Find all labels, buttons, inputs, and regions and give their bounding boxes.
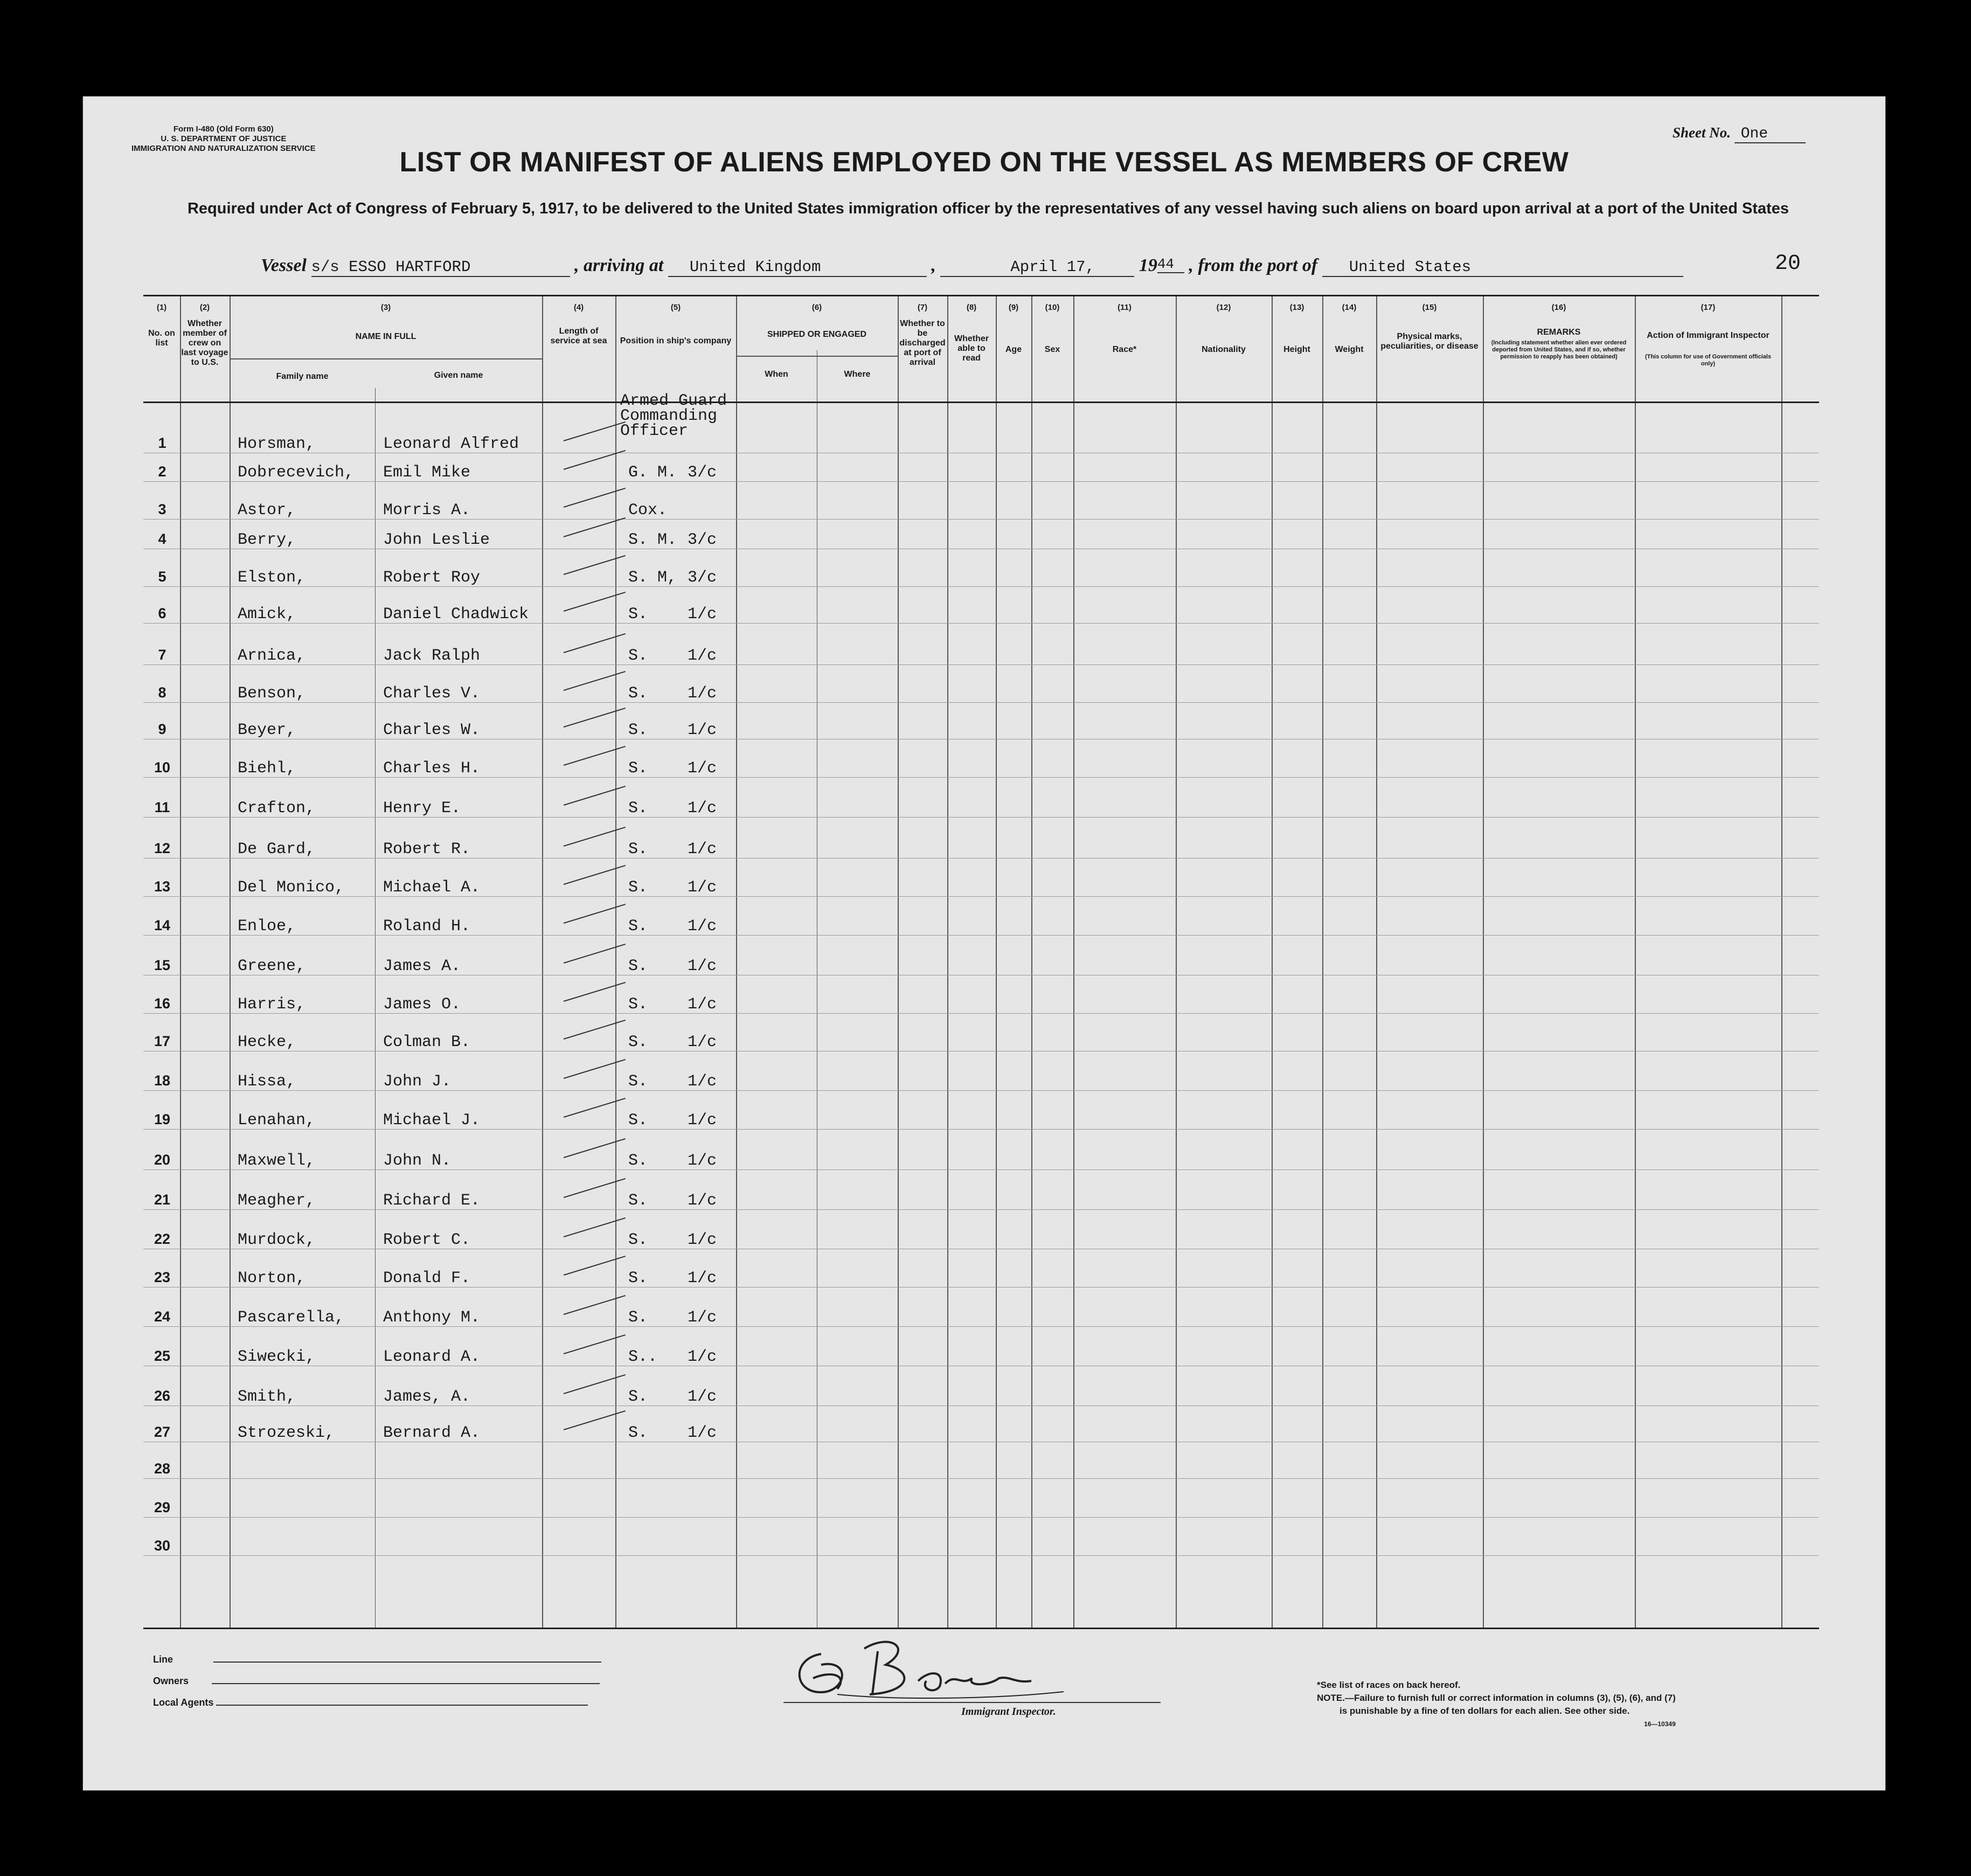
family-name: Elston, <box>238 569 306 587</box>
rank: 1/c <box>688 1348 717 1366</box>
family-name: Biehl, <box>238 759 296 778</box>
col-given-name: Given name <box>434 371 483 380</box>
position: S. <box>628 1424 648 1442</box>
col-when: When <box>765 370 788 379</box>
col-family-name: Family name <box>276 372 329 381</box>
remarks-note: (Including statement whether alien ever ordered deported from United States, and if so, whether permission to reapply has been obtained) <box>1491 340 1627 360</box>
rank: 1/c <box>688 1231 717 1249</box>
position: Officer <box>620 422 689 440</box>
row-number: 24 <box>154 1309 171 1325</box>
row-number: 3 <box>158 501 166 517</box>
col-no-on-list: No. on list <box>148 329 175 348</box>
manifest-sheet <box>83 96 1885 1790</box>
arrival-date: April 17, <box>940 258 1134 277</box>
family-name: Dobrecevich, <box>238 463 355 482</box>
from-port: United States <box>1322 258 1683 277</box>
family-name: Lenahan, <box>238 1111 316 1130</box>
rank: 1/c <box>688 799 717 818</box>
rank: 1/c <box>688 957 717 975</box>
vessel-name: s/s ESSO HARTFORD <box>311 258 570 277</box>
position: S. <box>628 1033 648 1051</box>
family-name: Enloe, <box>238 917 296 936</box>
row-number: 21 <box>154 1192 171 1208</box>
col-discharged: Whether to be discharged at port of arrival <box>899 319 946 367</box>
given-name: Colman B. <box>383 1033 471 1051</box>
position: S. <box>628 1269 648 1287</box>
position: S. <box>628 605 648 624</box>
rank: 3/c <box>688 569 717 587</box>
col-position: Position in ship's company <box>620 336 732 345</box>
family-name: Berry, <box>238 531 296 549</box>
col-remarks: REMARKS <box>1537 328 1581 337</box>
family-name: Strozeski, <box>238 1424 335 1442</box>
row-number: 19 <box>154 1111 171 1127</box>
rank: 1/c <box>688 1152 717 1170</box>
given-name: Donald F. <box>383 1269 471 1287</box>
rank: 1/c <box>688 647 717 665</box>
given-name: Daniel Chadwick <box>383 605 529 624</box>
row-number: 15 <box>154 957 171 973</box>
position: S. <box>628 917 648 936</box>
family-name: Meagher, <box>238 1192 316 1210</box>
rank: 1/c <box>688 759 717 778</box>
given-name: Jack Ralph <box>383 647 481 665</box>
rank: 3/c <box>688 463 717 482</box>
row-number: 11 <box>154 799 170 815</box>
rank: 1/c <box>688 684 717 703</box>
family-name: Astor, <box>238 501 296 520</box>
position: S.. <box>628 1348 658 1366</box>
given-name: James A. <box>383 957 461 975</box>
family-name: De Gard, <box>238 840 316 859</box>
row-number: 18 <box>154 1072 171 1089</box>
given-name: Robert Roy <box>383 569 481 587</box>
position: S. <box>628 1231 648 1249</box>
given-name: John Leslie <box>383 531 490 549</box>
line-field: Line <box>153 1654 601 1665</box>
col-physical-marks: Physical marks, peculiarities, or disease <box>1380 332 1479 351</box>
rank: 1/c <box>688 1033 717 1051</box>
rank: 1/c <box>688 605 717 624</box>
row-number: 7 <box>158 647 166 663</box>
department-name: U. S. DEPARTMENT OF JUSTICE <box>161 134 287 143</box>
col-length-service: Length of service at sea <box>550 327 607 345</box>
inspector-label: Immigrant Inspector. <box>961 1706 1056 1718</box>
row-number: 17 <box>154 1033 171 1049</box>
given-name: James, A. <box>383 1388 471 1406</box>
given-name: John J. <box>383 1072 452 1091</box>
position: S. <box>628 878 648 897</box>
given-name: Morris A. <box>383 501 471 520</box>
arriving-at: United Kingdom <box>668 258 927 277</box>
col-prior-voyage: Whether member of crew on last voyage to U.S. <box>181 319 228 367</box>
family-name: Hissa, <box>238 1072 296 1091</box>
given-name: Bernard A. <box>383 1424 481 1442</box>
crew-table: (1) (2) (3) (4) (5) (6) (7) (8) (9) (10) (11) (12) (13) (14) (15) (16) (17) No. on list Whether member of crew on last voyage to U.S. NAME IN FULL Family name Given name Length of service at sea Position in ship's company SHIPPED OR ENGAGED When Where Whether to be discharged at port of arrival Whether able to read Age Sex Race* Nationality Height Weight Physical marks, peculiarities, or disease REMARKS (Including statement whether alien ever ordered deported from United States, and if so, whether permission to reapply has been obtained) Action of Immigrant Inspector (This column for use of Government officials only) 1 Horsman, Leonard Alfred Armed Guard Commanding Officer 2 Dobrecevich, Emil Mike G. M. 3/c 3 Astor, Morris A. Cox. 4 Berry, John Leslie S. M. 3/c 5 Elston, Robert Roy S. M, 3/c 6 Amick, Daniel Chadwick S. 1/c 7 Arnica, Jack Ralph S. 1/c 8 Benson, Charles V. S. 1/c 9 Beyer, Charles W. S. 1/c 10 Biehl, Charles H. S. 1/c 11 Crafton, Henry E. S. 1/c 12 De Gard, Robert R. S. 1/c 13 Del Monico, Michael A. S. 1/c 14 Enloe, Roland H. S. 1/c 15 Greene, James A. S. 1/c 16 Harris, James O. S. 1/c 17 Hecke, Colman B. S. 1/c 18 Hissa, John J. S. 1/c 19 Lenahan, Michael J. S. 1/c 20 Maxwell, John N. S. 1/c 21 Meagher, Richard E. S. 1/c 22 Murdock, Robert C. S. 1/c 23 Norton, Donald F. S. 1/c 24 Pascarella, Anthony M. S. 1/c 25 Siwecki, Leonard A. S.. 1/c 26 Smith, James, A. S. 1/c 27 Strozeski, Bernard A. S. 1/c 28 29 30 <box>143 295 1819 1629</box>
vessel-line: Vessel s/s ESSO HARTFORD , arriving at United Kingdom , April 17, 1944 , from the port of United States <box>261 255 1683 277</box>
row-number: 9 <box>158 721 166 737</box>
document-subtitle: Required under Act of Congress of February 5, 1917, to be delivered to the United States immigration officer by the representatives of any vessel having such aliens on board upon arrival at a port of the United States <box>187 200 1789 217</box>
position: Armed Guard <box>620 392 727 410</box>
rank: 1/c <box>688 1072 717 1091</box>
rank: 3/c <box>688 531 717 549</box>
family-name: Benson, <box>238 684 306 703</box>
row-number: 12 <box>154 840 171 856</box>
given-name: Anthony M. <box>383 1309 481 1327</box>
family-name: Hecke, <box>238 1033 296 1051</box>
row-number: 27 <box>154 1424 171 1440</box>
family-name: Murdock, <box>238 1231 316 1249</box>
given-name: Emil Mike <box>383 463 471 482</box>
row-number: 26 <box>154 1388 171 1404</box>
given-name: Roland H. <box>383 917 471 936</box>
row-number: 16 <box>154 995 171 1012</box>
given-name: Richard E. <box>383 1192 481 1210</box>
row-number: 25 <box>154 1348 171 1364</box>
sheet-number-value: One <box>1734 126 1806 143</box>
given-name: Charles H. <box>383 759 481 778</box>
rank: 1/c <box>688 840 717 859</box>
given-name: Henry E. <box>383 799 461 818</box>
position: S. <box>628 957 648 975</box>
position: G. M. <box>628 463 677 482</box>
rank: 1/c <box>688 1192 717 1210</box>
family-name: Greene, <box>238 957 306 975</box>
position: S. <box>628 759 648 778</box>
row-number: 13 <box>154 878 171 895</box>
given-name: Leonard A. <box>383 1348 481 1366</box>
col-height: Height <box>1283 345 1310 354</box>
given-name: Charles W. <box>383 721 481 739</box>
rank: 1/c <box>688 878 717 897</box>
row-number: 10 <box>154 759 171 776</box>
position: S. <box>628 1111 648 1130</box>
given-name: Charles V. <box>383 684 481 703</box>
document-title: LIST OR MANIFEST OF ALIENS EMPLOYED ON THE VESSEL AS MEMBERS OF CREW <box>399 147 1569 178</box>
col-age: Age <box>1005 345 1022 354</box>
position: S. <box>628 647 648 665</box>
given-name: Michael J. <box>383 1111 481 1130</box>
row-number: 1 <box>158 435 166 451</box>
position: Cox. <box>628 501 668 520</box>
family-name: Pascarella, <box>238 1309 345 1327</box>
position: Commanding <box>620 407 718 425</box>
family-name: Amick, <box>238 605 296 624</box>
row-number: 14 <box>154 917 171 933</box>
rank: 1/c <box>688 1269 717 1287</box>
family-name: Horsman, <box>238 435 316 453</box>
row-number: 8 <box>158 684 166 701</box>
family-name: Crafton, <box>238 799 316 818</box>
position: S. <box>628 840 648 859</box>
row-number: 30 <box>154 1538 171 1554</box>
col-shipped-engaged: SHIPPED OR ENGAGED <box>767 330 867 339</box>
position: S. <box>628 1192 648 1210</box>
given-name: Michael A. <box>383 878 481 897</box>
position: S. <box>628 799 648 818</box>
inspector-signature <box>783 1627 1161 1713</box>
col-name-in-full: NAME IN FULL <box>355 332 417 341</box>
rank: 1/c <box>688 1111 717 1130</box>
given-name: Robert C. <box>383 1231 471 1249</box>
rank: 1/c <box>688 995 717 1014</box>
row-number: 20 <box>154 1152 171 1168</box>
footnote: *See list of races on back hereof. NOTE.—Failure to furnish full or correct information in columns (3), (5), (6), and (7) is punishable by a fine of ten dollars for each alien. See other side. 16—10349 <box>1317 1680 1676 1728</box>
family-name: Beyer, <box>238 721 296 739</box>
page-number: 20 <box>1775 252 1801 276</box>
sheet-number: Sheet No. One <box>1672 124 1806 143</box>
position: S. <box>628 1309 648 1327</box>
given-name: Robert R. <box>383 840 471 859</box>
local-agents-field: Local Agents <box>153 1697 588 1708</box>
position: S. <box>628 1152 648 1170</box>
row-number: 4 <box>158 531 166 547</box>
row-number: 23 <box>154 1269 171 1285</box>
family-name: Maxwell, <box>238 1152 316 1170</box>
position: S. <box>628 995 648 1014</box>
col-weight: Weight <box>1335 345 1364 354</box>
family-name: Norton, <box>238 1269 306 1287</box>
rank: 1/c <box>688 917 717 936</box>
col-action-inspector: Action of Immigrant Inspector <box>1647 331 1769 340</box>
position: S. <box>628 684 648 703</box>
family-name: Siwecki, <box>238 1348 316 1366</box>
col-sex: Sex <box>1044 345 1060 354</box>
row-number: 28 <box>154 1460 171 1477</box>
family-name: Del Monico, <box>238 878 345 897</box>
given-name: Leonard Alfred <box>383 435 519 453</box>
given-name: John N. <box>383 1152 452 1170</box>
row-number: 22 <box>154 1231 171 1247</box>
position: S. M. <box>628 531 677 549</box>
position: S. <box>628 1388 648 1406</box>
row-number: 6 <box>158 605 166 621</box>
col-where: Where <box>844 370 871 379</box>
service-name: IMMIGRATION AND NATURALIZATION SERVICE <box>131 144 316 153</box>
rank: 1/c <box>688 721 717 739</box>
position: S. M, <box>628 569 677 587</box>
col-nationality: Nationality <box>1202 345 1246 354</box>
family-name: Arnica, <box>238 647 306 665</box>
rank: 1/c <box>688 1388 717 1406</box>
row-number: 2 <box>158 463 166 480</box>
owners-field: Owners <box>153 1676 600 1687</box>
position: S. <box>628 1072 648 1091</box>
form-number: Form I-480 (Old Form 630) <box>173 124 274 134</box>
row-number: 5 <box>158 569 166 585</box>
family-name: Smith, <box>238 1388 296 1406</box>
position: S. <box>628 721 648 739</box>
col-race: Race* <box>1112 345 1137 354</box>
given-name: James O. <box>383 995 461 1014</box>
arrival-year: 44 <box>1157 256 1184 273</box>
family-name: Harris, <box>238 995 306 1014</box>
col-able-to-read: Whether able to read <box>954 334 989 363</box>
rank: 1/c <box>688 1424 717 1442</box>
rank: 1/c <box>688 1309 717 1327</box>
row-number: 29 <box>154 1499 171 1515</box>
action-note: (This column for use of Government officials only) <box>1644 354 1772 367</box>
